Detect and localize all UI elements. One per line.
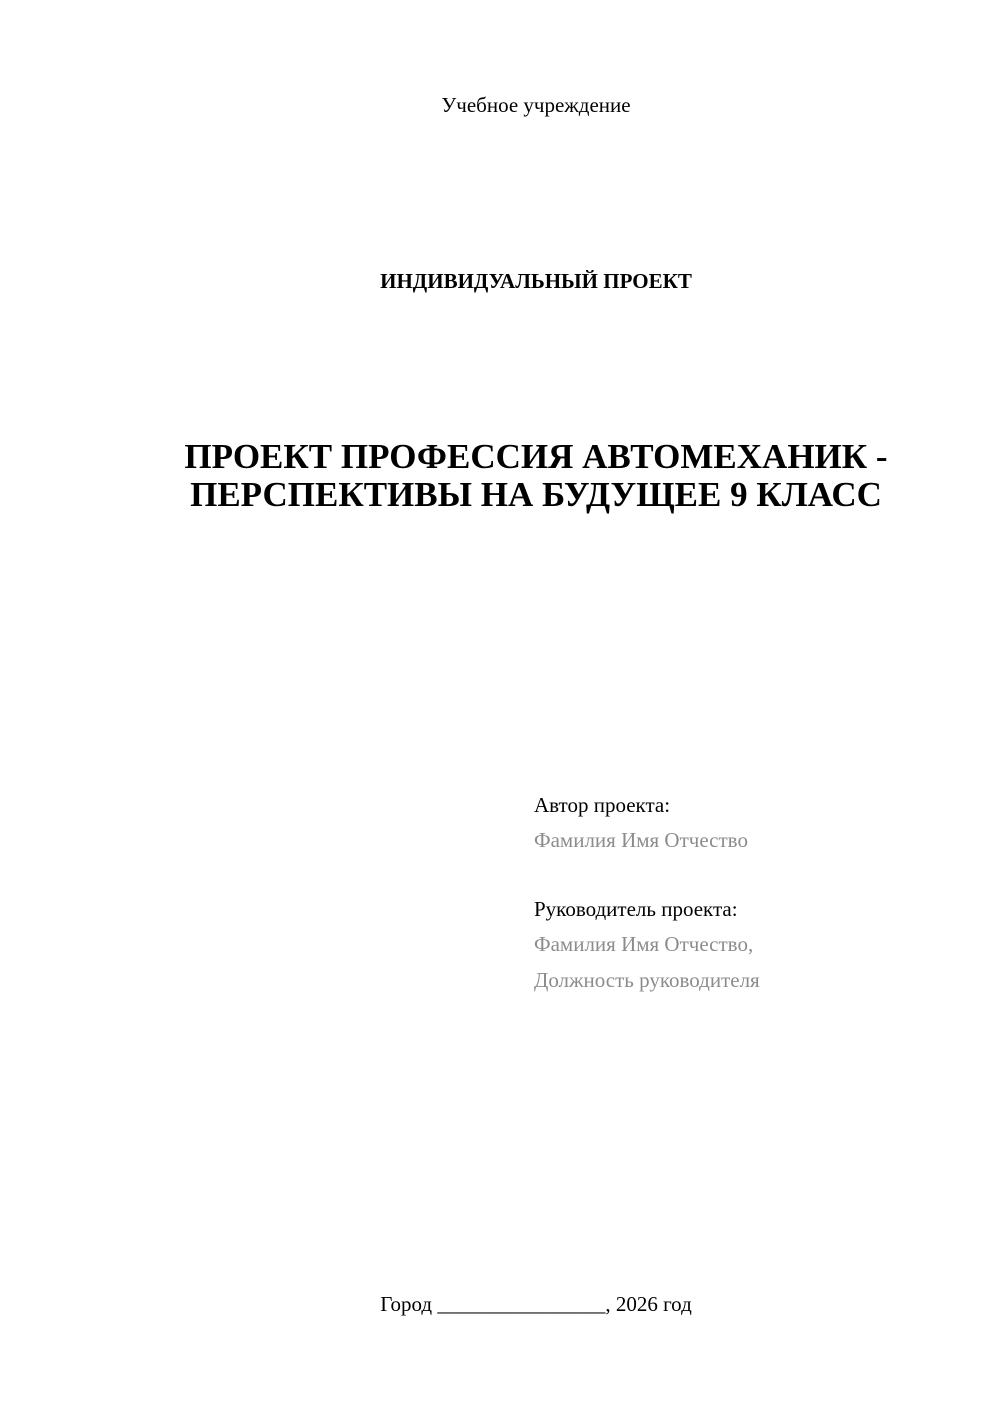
city-year-line: Город ________________, 2026 год xyxy=(380,1292,692,1316)
author-name: Фамилия Имя Отчество xyxy=(534,828,748,852)
project-title xyxy=(100,438,972,514)
supervisor-name: Фамилия Имя Отчество, xyxy=(534,932,754,956)
authors-spacer xyxy=(534,858,974,892)
authors-block xyxy=(534,788,974,998)
author-label: Автор проекта: xyxy=(534,793,671,817)
supervisor-label: Руководитель проекта: xyxy=(534,897,738,921)
institution-name: Учебное учреждение xyxy=(441,93,631,117)
project-title-line-2: ПЕРСПЕКТИВЫ НА БУДУЩЕЕ 9 КЛАСС xyxy=(190,475,882,514)
document-type: ИНДИВИДУАЛЬНЫЙ ПРОЕКТ xyxy=(380,269,692,293)
project-title-line-1: ПРОЕКТ ПРОФЕССИЯ АВТОМЕХАНИК - xyxy=(184,437,888,476)
supervisor-position: Должность руководителя xyxy=(534,968,760,992)
